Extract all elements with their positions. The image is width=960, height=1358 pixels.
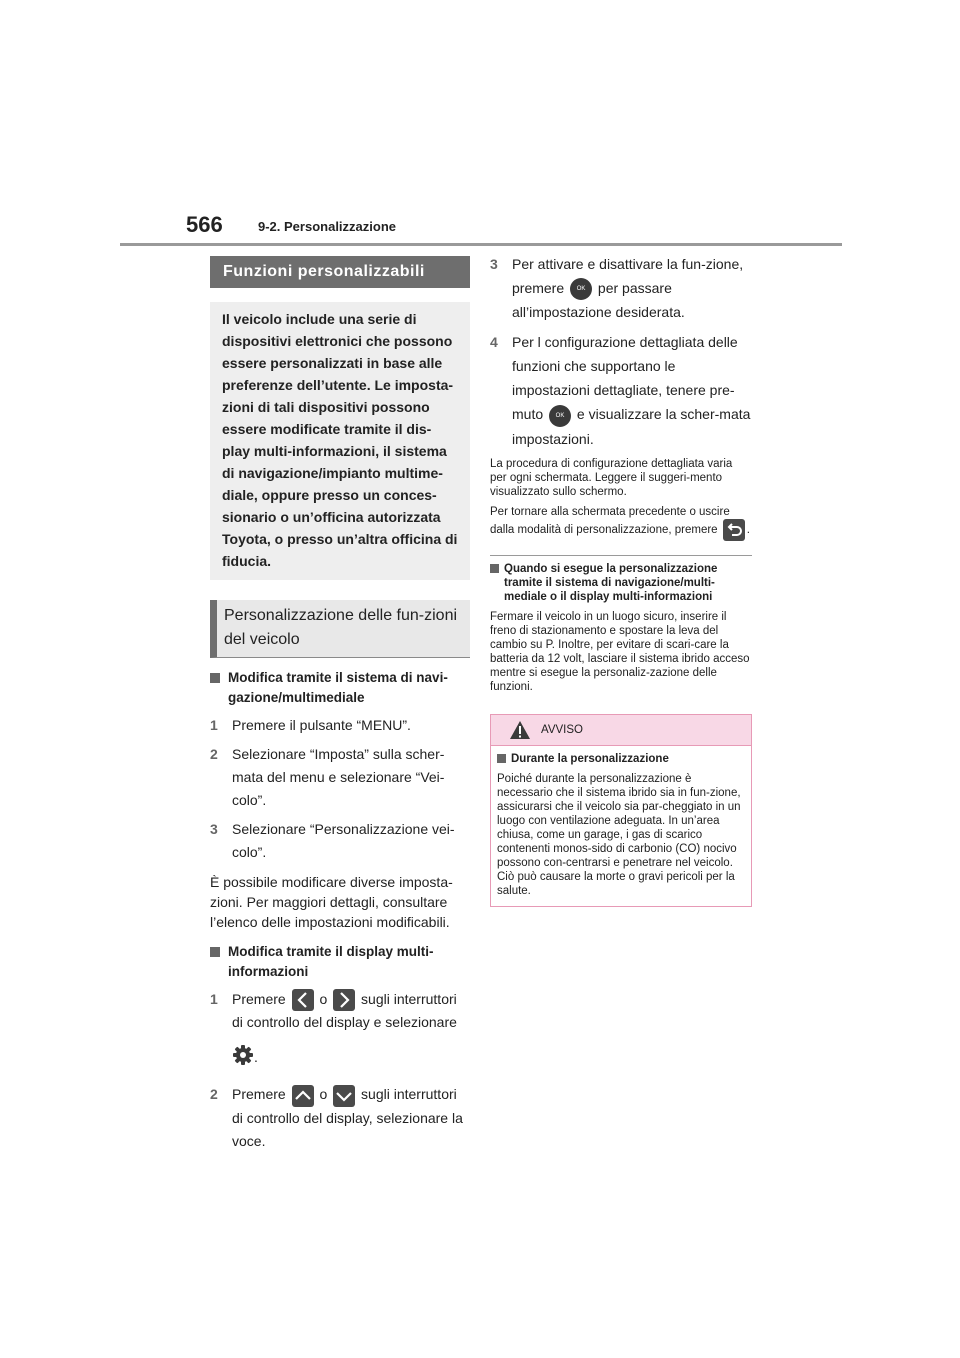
right-column	[490, 252, 752, 907]
chevron-down-icon	[333, 1085, 355, 1107]
warning-subheading: Durante la personalizzazione	[497, 752, 745, 766]
left-column	[210, 256, 470, 1153]
chevron-left-icon	[292, 989, 314, 1011]
warning-body	[491, 746, 751, 906]
header-rule	[120, 243, 842, 246]
back-icon	[723, 519, 745, 541]
step: 2 Premere o sugli interruttori di controllo del display, selezionare la voce.	[210, 1086, 463, 1149]
note: La procedura di configurazione dettagliata varia per ogni schermata. Leggere il suggeri-mento visualizzato sullo schermo.	[490, 457, 733, 498]
bullet-square-icon	[210, 673, 220, 683]
heading-funzioni: Funzioni personalizzabili	[210, 256, 470, 288]
ok-button-icon: OK	[570, 278, 592, 300]
subheading-quando: Quando si esegue la personalizzazione tramite il sistema di navigazione/multi-mediale o il display multi-informazioni	[490, 562, 752, 604]
warning-text: Poiché durante la personalizzazione è necessario che il sistema ibrido sia in fun-zione, assicurarsi che il veicolo sia par-cheggiato in un luogo con ventilazione adeguata. In un’area chiusa, come un garage, i gas di scarico contenenti monos-sido di carbonio (CO) nocivo possono con-centrarsi e penetrare nel veicolo. Ciò può causare la morte o gravi pericoli per la salute.	[497, 772, 741, 897]
subheading-navigazione: Modifica tramite il sistema di navi-gazione/multimediale	[210, 668, 470, 708]
section-title: 9-2. Personalizzazione	[258, 219, 396, 234]
warning-title: AVVISO	[541, 723, 583, 736]
chevron-right-icon	[333, 989, 355, 1011]
ok-button-icon: OK	[549, 405, 571, 427]
page-number: 566	[186, 212, 223, 237]
step: 1 Premere il pulsante “MENU”.	[210, 717, 411, 733]
warning-triangle-icon	[509, 720, 531, 752]
step: 1 Premere o sugli interruttori di controllo del display e selezionare .	[210, 988, 470, 1073]
step: 3 Per attivare e disattivare la fun-zione, premere OK per passare all’impostazione desiderata.	[490, 256, 744, 321]
warning-header	[491, 715, 751, 746]
step: 2 Selezionare “Imposta” sulla scher-mata del menu e selezionare “Vei-colo”.	[210, 746, 445, 808]
step: 4 Per l configurazione dettagliata delle funzioni che supportano le impostazioni dettagliate, tenere pre-muto OK e visualizzare la scher-mata impostazioni.	[490, 334, 751, 447]
intro-box: Il veicolo include una serie di dispositivi elettronici che possono essere personalizzati in base alle preferenze dell’utente. Le imposta-zioni di tali dispositivi possono essere modificate tramite il dis-play multi-informazioni, il sistema di navigazione/impianto multime-diale, oppure presso un conces-sionario o un’officina autorizzata Toyota, o presso un’altra officina di fiducia.	[210, 302, 470, 580]
divider	[490, 555, 752, 556]
paragraph: Fermare il veicolo in un luogo sicuro, inserire il freno di stazionamento e spostare la leva del cambio su P. Inoltre, per evitare di scari-care la batteria da 12 volt, lasciare il sistema ibrido acceso mentre si esegue la personaliz-zazione delle funzioni.	[490, 610, 750, 693]
note: Per tornare alla schermata precedente o uscire dalla modalità di personalizzazione, premere .	[490, 505, 752, 541]
subheading-display: Modifica tramite il display multi-informazioni	[210, 942, 470, 982]
bullet-square-icon	[490, 564, 499, 573]
step: 3 Selezionare “Personalizzazione vei-colo”.	[210, 821, 455, 860]
paragraph: È possibile modificare diverse imposta-zioni. Per maggiori dettagli, consultare l’elenco delle impostazioni modificabili.	[210, 874, 453, 930]
warning-box	[490, 714, 752, 907]
heading-personalizzazione: Personalizzazione delle fun-zioni del veicolo	[210, 600, 470, 658]
gear-icon	[232, 1044, 254, 1073]
chevron-up-icon	[292, 1085, 314, 1107]
bullet-square-icon	[210, 947, 220, 957]
bullet-square-icon	[497, 754, 506, 763]
